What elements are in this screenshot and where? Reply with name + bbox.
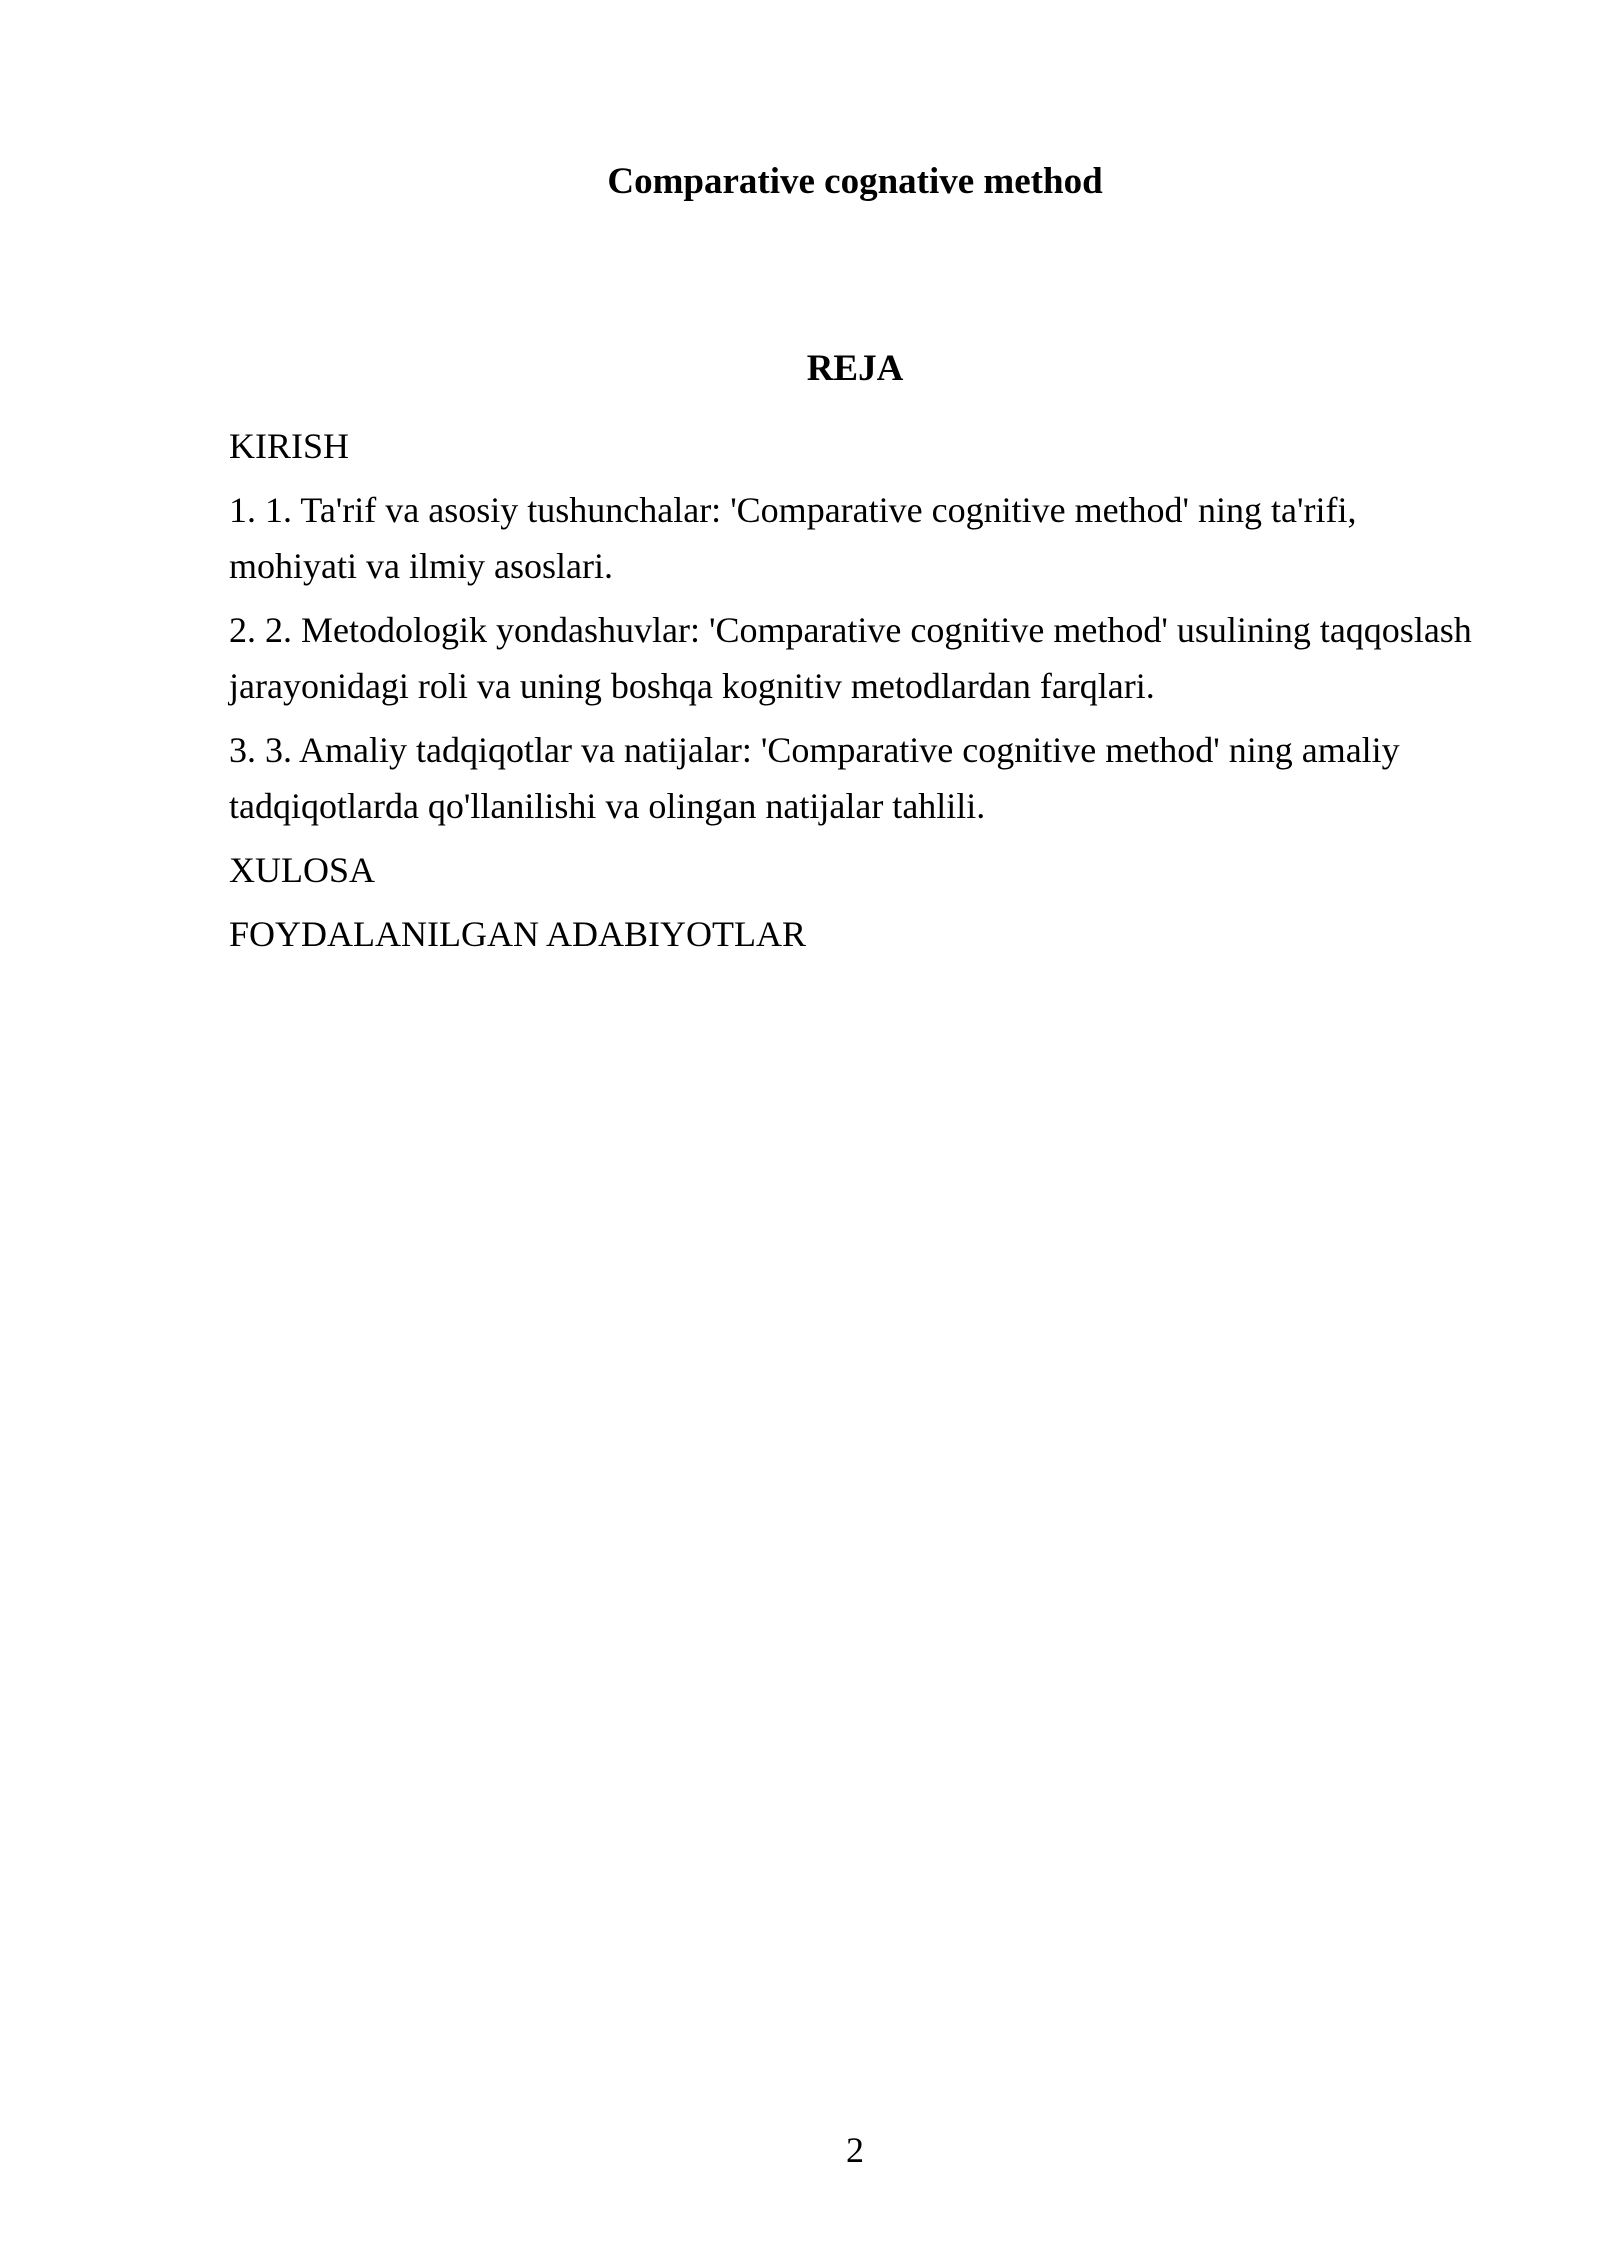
plan-list xyxy=(229,418,1489,970)
plan-item-references: FOYDALANILGAN ADABIYOTLAR xyxy=(229,914,806,954)
plan-item-2: 2. 2. Metodologik yondashuvlar: 'Comparative cognitive method' usulining taqqoslash jarayonidagi roli va uning boshqa kognitiv metodlardan farqlari. xyxy=(229,610,1472,706)
plan-item-3: 3. 3. Amaliy tadqiqotlar va natijalar: 'Comparative cognitive method' ning amaliy tadqiqotlarda qo'llanilishi va olingan natijalar tahlili. xyxy=(229,730,1400,826)
document-title: Comparative cognative method xyxy=(607,161,1103,202)
plan-heading: REJA xyxy=(806,348,904,389)
plan-item-conclusion: XULOSA xyxy=(229,850,376,890)
plan-item-1: 1. 1. Ta'rif va asosiy tushunchalar: 'Comparative cognitive method' ning ta'rifi, mohiyati va ilmiy asoslari. xyxy=(229,490,1357,586)
plan-item-intro: KIRISH xyxy=(229,426,350,466)
page-number: 2 xyxy=(846,2130,864,2170)
